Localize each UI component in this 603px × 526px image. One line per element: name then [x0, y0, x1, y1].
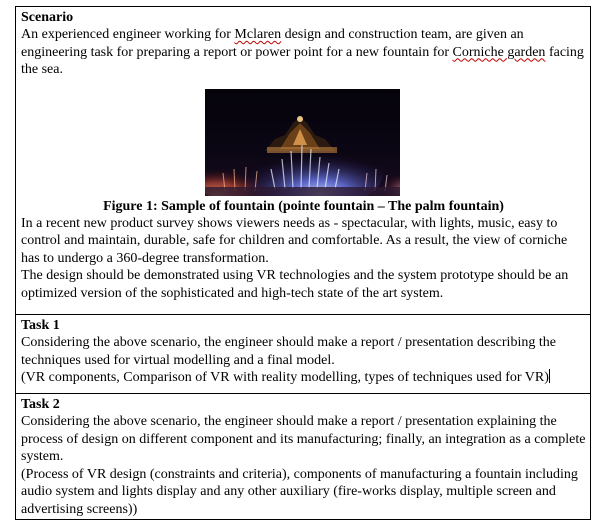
task2-body: Considering the above scenario, the engineer should make a report / presentation explaining the process of design on different component and its manufacturing; finally, an integration as a complete system.: [21, 414, 586, 464]
scenario-heading: Scenario: [21, 10, 74, 25]
misspelled-company[interactable]: Mclaren: [234, 27, 282, 42]
task1-heading: Task 1: [21, 318, 60, 333]
scenario-paragraph-vr: The design should be demonstrated using VR technologies and the system prototype should be an optimized version of the sophisticated and high-tech state of the art system.: [21, 268, 569, 301]
intro-text-2: design and construction team, are given an engineering task for preparing a report or power point for a new fountain for: [21, 27, 524, 60]
task1-note-text: (VR components, Comparison of VR with reality modelling, types of techniques used for VR): [21, 370, 549, 385]
document-page: [15, 6, 591, 520]
task1-section: [15, 314, 591, 393]
task1-body: Considering the above scenario, the engineer should make a report / presentation describing the techniques used for virtual modelling and a final model.: [21, 335, 556, 368]
text-cursor: [549, 369, 550, 383]
intro-text-3: facing the sea.: [21, 44, 584, 77]
task2-section: [15, 393, 591, 520]
figure-caption: Figure 1: Sample of fountain (pointe fountain – The palm fountain): [103, 198, 504, 214]
intro-text-1: An experienced engineer working for: [21, 27, 235, 42]
scenario-section: [15, 6, 591, 314]
fountain-image: [205, 89, 400, 196]
misspelled-place[interactable]: Corniche garden: [452, 44, 546, 60]
task1-note: [21, 369, 586, 387]
fountain-photo-drawing: [205, 89, 400, 196]
task2-note: (Process of VR design (constraints and criteria), components of manufacturing a fountain including audio system and lights display and any other auxiliary (fire-works display, multiple screen and advertising screens)): [21, 466, 578, 517]
scenario-paragraph-survey: In a recent new product survey shows viewers needs as - spectacular, with lights, music, easy to control and maintain, durable, safe for children and comfortable. As a result, the view of corniche has to undergo a 360-degree transformation.: [21, 215, 568, 266]
scenario-intro: [21, 26, 586, 79]
task2-heading: Task 2: [21, 397, 60, 412]
